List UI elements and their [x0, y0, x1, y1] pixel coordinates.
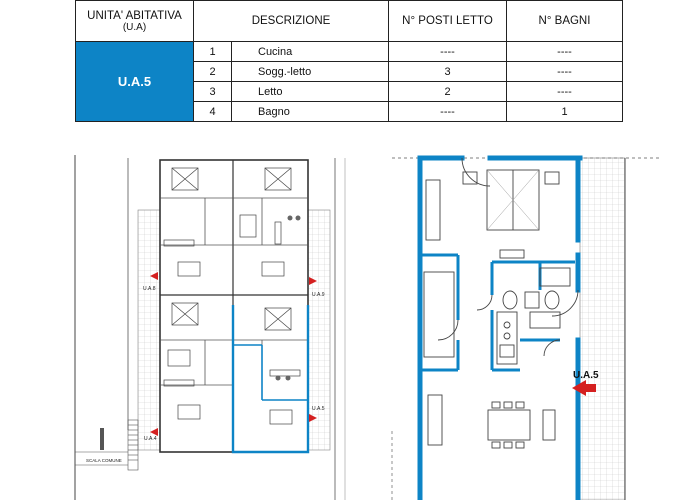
table-row: [76, 42, 623, 62]
row-beds: 3: [389, 62, 507, 82]
header-description: DESCRIZIONE: [194, 1, 389, 42]
row-baths: ----: [507, 42, 623, 62]
entry-marker-label: U.A.5: [573, 370, 599, 381]
row-baths: ----: [507, 62, 623, 82]
header-beds: N° POSTI LETTO: [389, 1, 507, 42]
row-number: 1: [194, 42, 232, 62]
marker-label: U.A.8: [143, 286, 156, 292]
row-beds: ----: [389, 102, 507, 122]
header-unit-label: UNITA' ABITATIVA: [87, 9, 182, 22]
unit-detail-plan: [392, 158, 660, 500]
stair-note: SCALA COMUNE: [86, 458, 122, 463]
unit-label-cell: U.A.5: [76, 42, 194, 122]
header-baths: N° BAGNI: [507, 1, 623, 42]
marker-label: U.A.4: [144, 436, 157, 442]
row-number: 4: [194, 102, 232, 122]
row-description: Sogg.-letto: [232, 62, 389, 82]
header-unit: [76, 1, 194, 42]
row-description: Letto: [232, 82, 389, 102]
row-number: 3: [194, 82, 232, 102]
marker-label: U.A.9: [312, 292, 325, 298]
row-baths: ----: [507, 82, 623, 102]
row-beds: ----: [389, 42, 507, 62]
table-header-row: [76, 1, 623, 42]
row-description: Bagno: [232, 102, 389, 122]
header-unit-sub: (U.A): [122, 21, 147, 33]
marker-label: U.A.5: [312, 406, 325, 412]
building-floor-plan: [75, 155, 345, 500]
row-beds: 2: [389, 82, 507, 102]
row-description: Cucina: [232, 42, 389, 62]
row-number: 2: [194, 62, 232, 82]
row-baths: 1: [507, 102, 623, 122]
floor-plans: [0, 118, 700, 500]
unit-summary-table: [75, 0, 623, 122]
